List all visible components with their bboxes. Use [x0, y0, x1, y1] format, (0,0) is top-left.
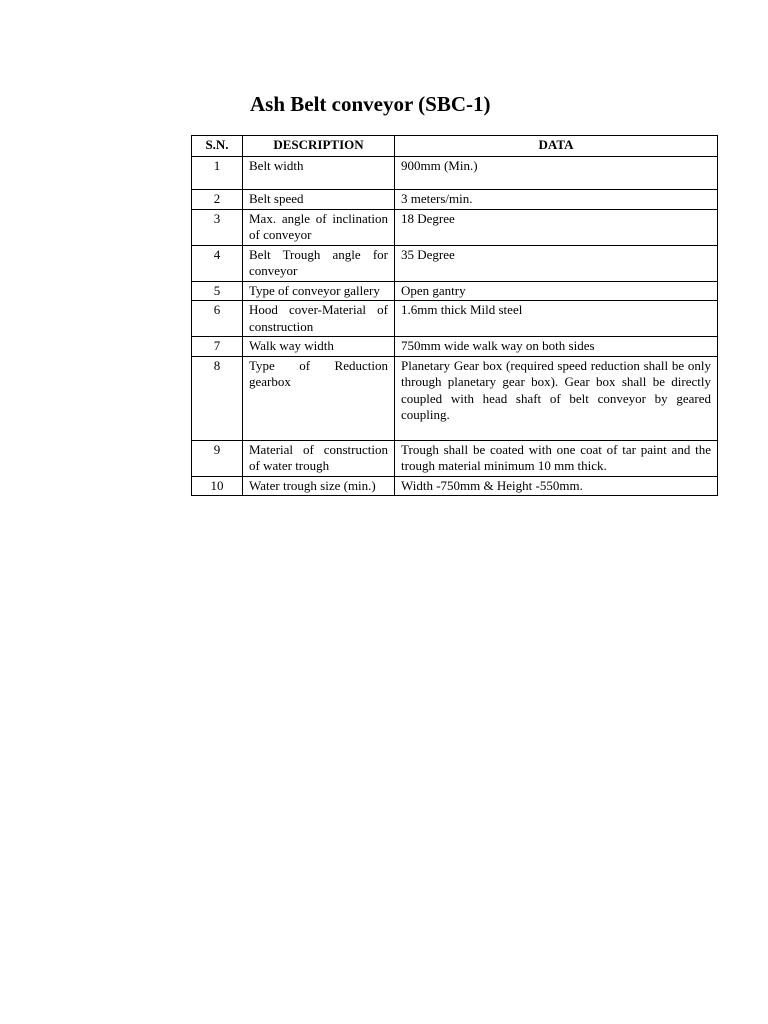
table-row — [192, 209, 718, 245]
row-data: 35 Degree — [395, 245, 718, 281]
table-row — [192, 157, 718, 190]
row-sn: 6 — [192, 301, 243, 337]
table-row — [192, 356, 718, 440]
row-description: Max. angle of inclination of conveyor — [243, 209, 395, 245]
row-description: Belt width — [243, 157, 395, 190]
row-sn: 8 — [192, 356, 243, 440]
specification-table — [191, 135, 718, 496]
row-description: Type of conveyor gallery — [243, 281, 395, 301]
row-description: Type of Reduction gearbox — [243, 356, 395, 440]
row-data: 1.6mm thick Mild steel — [395, 301, 718, 337]
row-data: 3 meters/min. — [395, 190, 718, 210]
table-row — [192, 281, 718, 301]
row-sn: 2 — [192, 190, 243, 210]
header-description: DESCRIPTION — [243, 136, 395, 157]
table-row — [192, 190, 718, 210]
row-data: Planetary Gear box (required speed reduction shall be only through planetary gear box). Gear box shall be directly coupled with head shaft of belt conveyor by geared coupling. — [395, 356, 718, 440]
row-sn: 5 — [192, 281, 243, 301]
row-description: Water trough size (min.) — [243, 476, 395, 496]
header-sn: S.N. — [192, 136, 243, 157]
row-sn: 9 — [192, 440, 243, 476]
row-data: 900mm (Min.) — [395, 157, 718, 190]
row-description: Material of construction of water trough — [243, 440, 395, 476]
row-sn: 7 — [192, 337, 243, 357]
header-data: DATA — [395, 136, 718, 157]
row-description: Belt speed — [243, 190, 395, 210]
row-description: Walk way width — [243, 337, 395, 357]
row-description: Belt Trough angle for conveyor — [243, 245, 395, 281]
row-sn: 1 — [192, 157, 243, 190]
row-data: Width -750mm & Height -550mm. — [395, 476, 718, 496]
table-header-row — [192, 136, 718, 157]
table-row — [192, 245, 718, 281]
table-row — [192, 476, 718, 496]
table-row — [192, 301, 718, 337]
row-data: 750mm wide walk way on both sides — [395, 337, 718, 357]
row-sn: 10 — [192, 476, 243, 496]
row-data: Trough shall be coated with one coat of tar paint and the trough material minimum 10 mm thick. — [395, 440, 718, 476]
row-data: 18 Degree — [395, 209, 718, 245]
table-row — [192, 440, 718, 476]
row-sn: 4 — [192, 245, 243, 281]
row-data: Open gantry — [395, 281, 718, 301]
row-description: Hood cover-Material of construction — [243, 301, 395, 337]
page-title: Ash Belt conveyor (SBC-1) — [250, 92, 491, 116]
table-row — [192, 337, 718, 357]
row-sn: 3 — [192, 209, 243, 245]
